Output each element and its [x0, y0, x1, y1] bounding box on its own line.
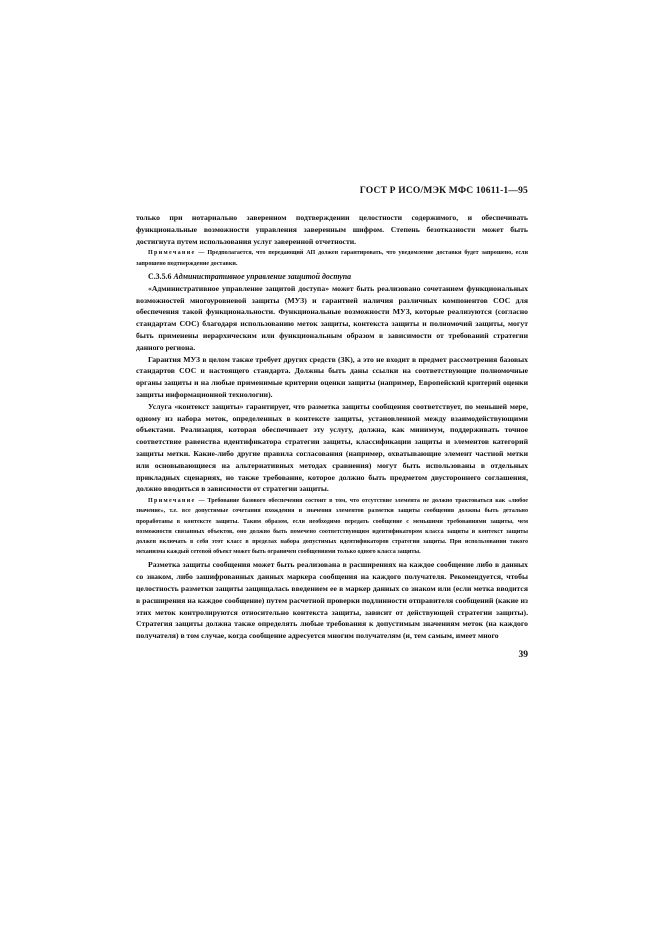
note-2-text: — Требование базового обеспечения состоит в том, что отсутствие элемента не должно трактоваться как «любое значение», т.е. все допустимые сочетания вхождения и значения элементов разметки защиты сообщения должны быть детально проработаны в контексте защиты. Таким образом, если необходимо передать сообщение с меньшими требованиями защиты, чем возможности связанных объектов, оно должно быть помечено соответствующим идентификатором класса защиты и контекст защиты должен включать в себя этот класс в пределах набора допустимых идентификаторов стратегии защиты. При использовании такого механизма каждый сетевой объект может быть ограничен сообщениями только одного класса защиты. — [136, 498, 528, 556]
note-1-label: Примечание — [148, 250, 196, 257]
paragraph-4: Услуга «контекст защиты» гарантирует, что разметка защиты сообщения соответствует, по меньшей мере, одному из набора меток, определенных в контексте защиты, установленной между взаимодействующими объектами. Реализация, которая обеспечивает эту услугу, должна, как минимум, поддерживать точное соответствие равенства идентификатора стратегии защиты, классификации защиты и элементов категорий защиты метки. Какие-либо другие правила согласования (например, охватывающие элемент частной метки или основывающиеся на альтернативных методах сравнения) могут быть использованы в отдельных прикладных сценариях, но также требование, которое должно быть предметом двустороннего соглашения, должно вводиться в зависимости от стратегии защиты. — [136, 401, 528, 494]
section-heading — [136, 271, 528, 283]
note-1-text: — Предполагается, что передающий АП должен гарантировать, что уведомление доставки будет запрошено, если запрошено подтверждение доставки. — [136, 250, 528, 267]
paragraph-1: только при нотариально заверенном подтверждении целостности содержимого, и обеспечивать функциональные возможности управления заверенным шифром. Степень безотказности может быть достигнута путем использования услуг заверенной отчетности. — [136, 213, 528, 246]
paragraph-3: Гарантия МУЗ в целом также требует других средств (ЗК), а это не входит в предмет рассмотрения базовых стандартов СОС и настоящего стандарта. Должны быть даны ссылки на соответствующие полномочные органы защиты и на любые применимые критерии оценки защиты (например, Европейский критерий оценки защиты информационной технологии). — [136, 354, 528, 399]
section-title: Административное управление защитой доступа — [173, 271, 352, 281]
page-body — [136, 212, 528, 642]
note-2 — [136, 496, 528, 557]
note-2-label: Примечание — [148, 498, 196, 505]
page-number: 39 — [518, 650, 528, 660]
note-1 — [136, 248, 528, 268]
section-number: С.3.5.6 — [148, 271, 172, 281]
paragraph-5: Разметка защиты сообщения может быть реализована в расширениях на каждое сообщение либо в данных со знаком, либо зашифрованных данных маркера сообщения на каждого получателя. Рекомендуется, чтобы целостность разметки защиты защищалась введением ее в маркер данных со знаком или (если метка вводится в расширения на каждое сообщение) путем расчетной проверки подлинности отправителя сообщений (какие из этих меток контролируются относительно контекста защиты, зависит от действующей стратегии защиты). Стратегия защиты должна также определять любые требования к допустимым значениям меток (на каждого получателя) в том случае, когда сообщение адресуется многим получателям (и, тем самым, имеет много — [136, 560, 528, 641]
paragraph-2: «Административное управление защитой доступа» может быть реализовано сочетанием функциональных возможностей многоуровневой защиты (МУЗ) и гарантией наличия различных компонентов СОС для обеспечения такой функциональности. Функциональные возможности МУЗ, которые реализуются (согласно стандартам СОС) благодаря использованию меток защиты, контекста защиты и полномочий защиты, могут быть применены иерархическим или функциональным образом в зависимости от требований стратегии данного региона. — [136, 283, 528, 352]
document-header: ГОСТ Р ИСО/МЭК МФС 10611-1—95 — [359, 186, 528, 196]
